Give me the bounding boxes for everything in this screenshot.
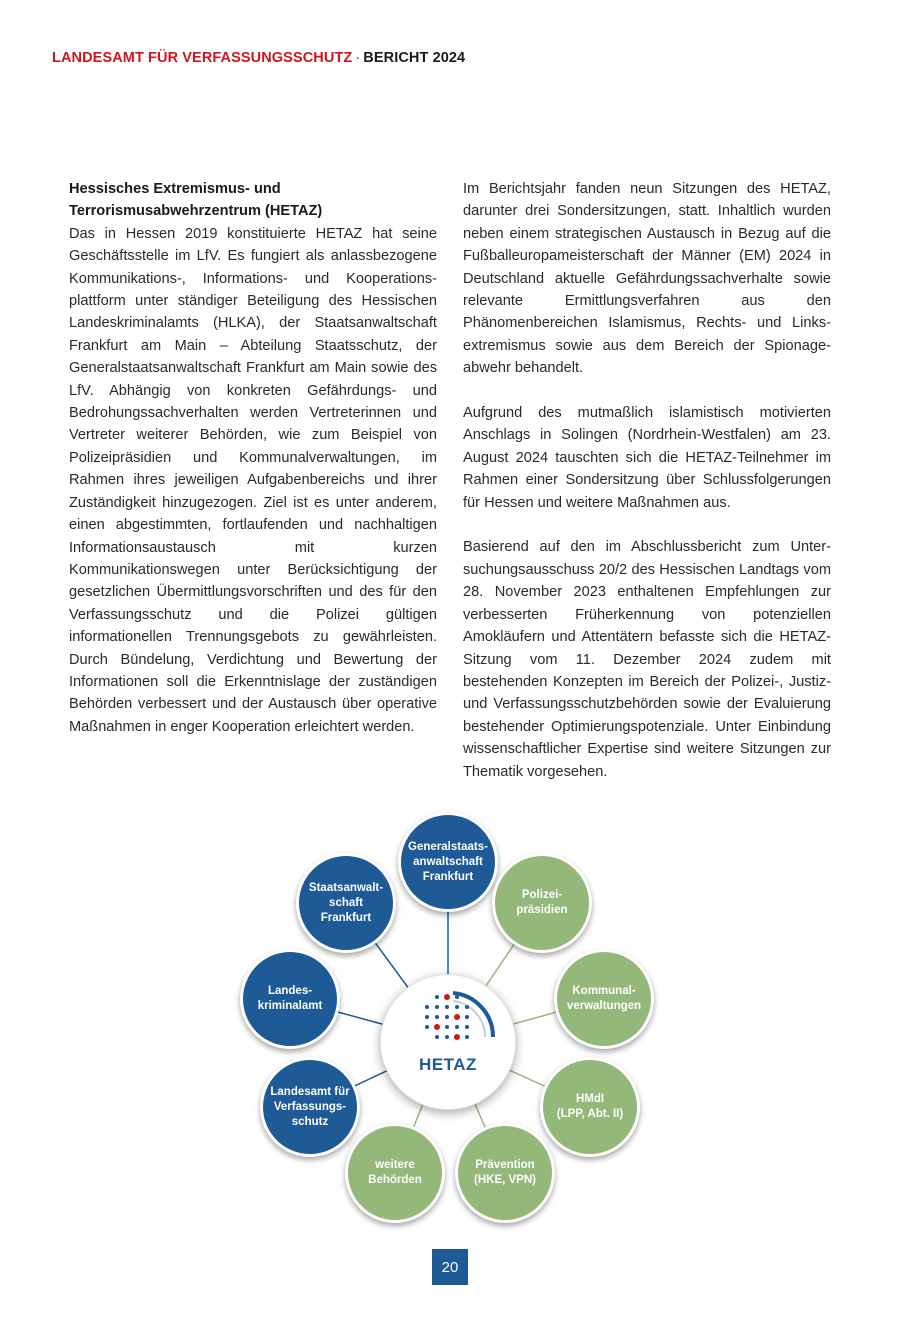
left-paragraph: Das in Hessen 2019 konstituierte HETAZ hat seine Geschäftsstelle im LfV. Es fungiert als anlassbezogene Kommunikations-, Informations- und Kooperationsplattform unter ständiger Beteiligung des Hessischen Landeskriminalamts (HLKA), der Staatsanwaltschaft Frankfurt am Main – Abteilung Staatsschutz, der Generalstaatsanwaltschaft Frankfurt am Main sowie des LfV. Abhängig von konkreten Gefährdungs- und Bedrohungssachverhalten werden Vertreterinnen und Vertreter weiterer Behörden, wie zum Beispiel von Polizeipräsidien und Kommunalverwaltungen, im Rahmen ihres jeweiligen Aufgabenbereichs und ihrer Zuständigkeit hinzugezogen. Ziel ist es unter anderem, einen abgestimmten, fortlaufenden und nachhaltigen Informationsaustausch mit kurzen Kommunikationswegen unter Berücksichtigung der gesetzlichen Übermittlungsvorschriften und des für den Verfassungsschutz und die Polizei gültigen informationellen Trennungsgebots zu gewährleisten. Durch Bündelung, Verdichtung und Bewertung der Informationen soll die Erkenntnislage der zuständigen Behörden verbessert und der Austausch über operative Maßnahmen in enger Kooperation erleichtert werden.: [69, 225, 437, 735]
right-column: [463, 178, 831, 783]
hetaz-network-diagram: [0, 800, 900, 1250]
node-praevention: Prävention (HKE, VPN): [455, 1123, 555, 1223]
right-paragraph-2: Aufgrund des mutmaßlich islamistisch motivierten Anschlags in Solingen (Nordrhein-Westfalen) am 23. August 2024 tauschten sich die HETAZ-Teilnehmer im Rahmen einer Sondersitzung über Schlussfolgerungen für Hessen und weitere Maßnahmen aus.: [463, 405, 831, 511]
node-polizeipraesidien: Polizei- präsidien: [492, 853, 592, 953]
node-kommunalverwaltungen: Kommunal- verwaltungen: [554, 949, 654, 1049]
node-weitere-behoerden: weitere Behörden: [345, 1123, 445, 1223]
header-separator: ·: [355, 50, 361, 66]
right-paragraph-1: Im Berichtsjahr fanden neun Sitzungen des HETAZ, darunter drei Sondersitzungen, statt. Inhaltlich wurden neben einem strategischen Austausch in Bezug auf die Fußballeuropameisterschaft der Männer (EM) 2024 in Deutschland aktuelle Gefährdungssachverhalte sowie relevante Ermittlungsverfahren aus den Phänomenbereichen Islamismus, Rechts- und Linksextremismus sowie aus dem Bereich der Spionageabwehr behandelt.: [463, 181, 831, 377]
running-header: [52, 50, 465, 66]
node-hmdi: HMdI (LPP, Abt. II): [540, 1057, 640, 1157]
left-column: [69, 178, 437, 738]
section-heading: Hessisches Extremismus- und Terrorismusabwehrzentrum (HETAZ): [69, 181, 323, 220]
right-paragraph-3: Basierend auf den im Abschlussbericht zum Untersuchungsausschuss 20/2 des Hessischen Landtags vom 28. November 2023 enthaltenen Empfehlungen zur verbesserten Früherkennung von potenziellen Amokläufern und Attentätern befasste sich die HETAZ-Sitzung vom 11. Dezember 2024 zudem mit bestehenden Konzepten im Bereich der Polizei-, Justiz- und Verfassungsschutzbehörden sowie der Evaluierung bestehender Optimierungspotenziale. Unter Einbindung wissenschaftlicher Expertise sind weitere Sitzungen zur Thematik vorgesehen.: [463, 539, 831, 780]
page-number: 20: [432, 1249, 468, 1285]
header-report: BERICHT 2024: [363, 50, 466, 66]
node-generalstaatsanwaltschaft: Generalstaats- anwaltschaft Frankfurt: [398, 812, 498, 912]
node-landeskriminalamt: Landes- kriminalamt: [240, 949, 340, 1049]
node-staatsanwaltschaft: Staatsanwalt- schaft Frankfurt: [296, 853, 396, 953]
hetaz-center-node: [380, 974, 516, 1110]
hetaz-logo-icon: [381, 975, 517, 1111]
node-landesamt-verfassungsschutz: Landesamt für Verfassungs- schutz: [260, 1057, 360, 1157]
header-org: LANDESAMT FÜR VERFASSUNGSSCHUTZ: [52, 50, 353, 66]
hetaz-center-label: HETAZ: [419, 1055, 477, 1074]
